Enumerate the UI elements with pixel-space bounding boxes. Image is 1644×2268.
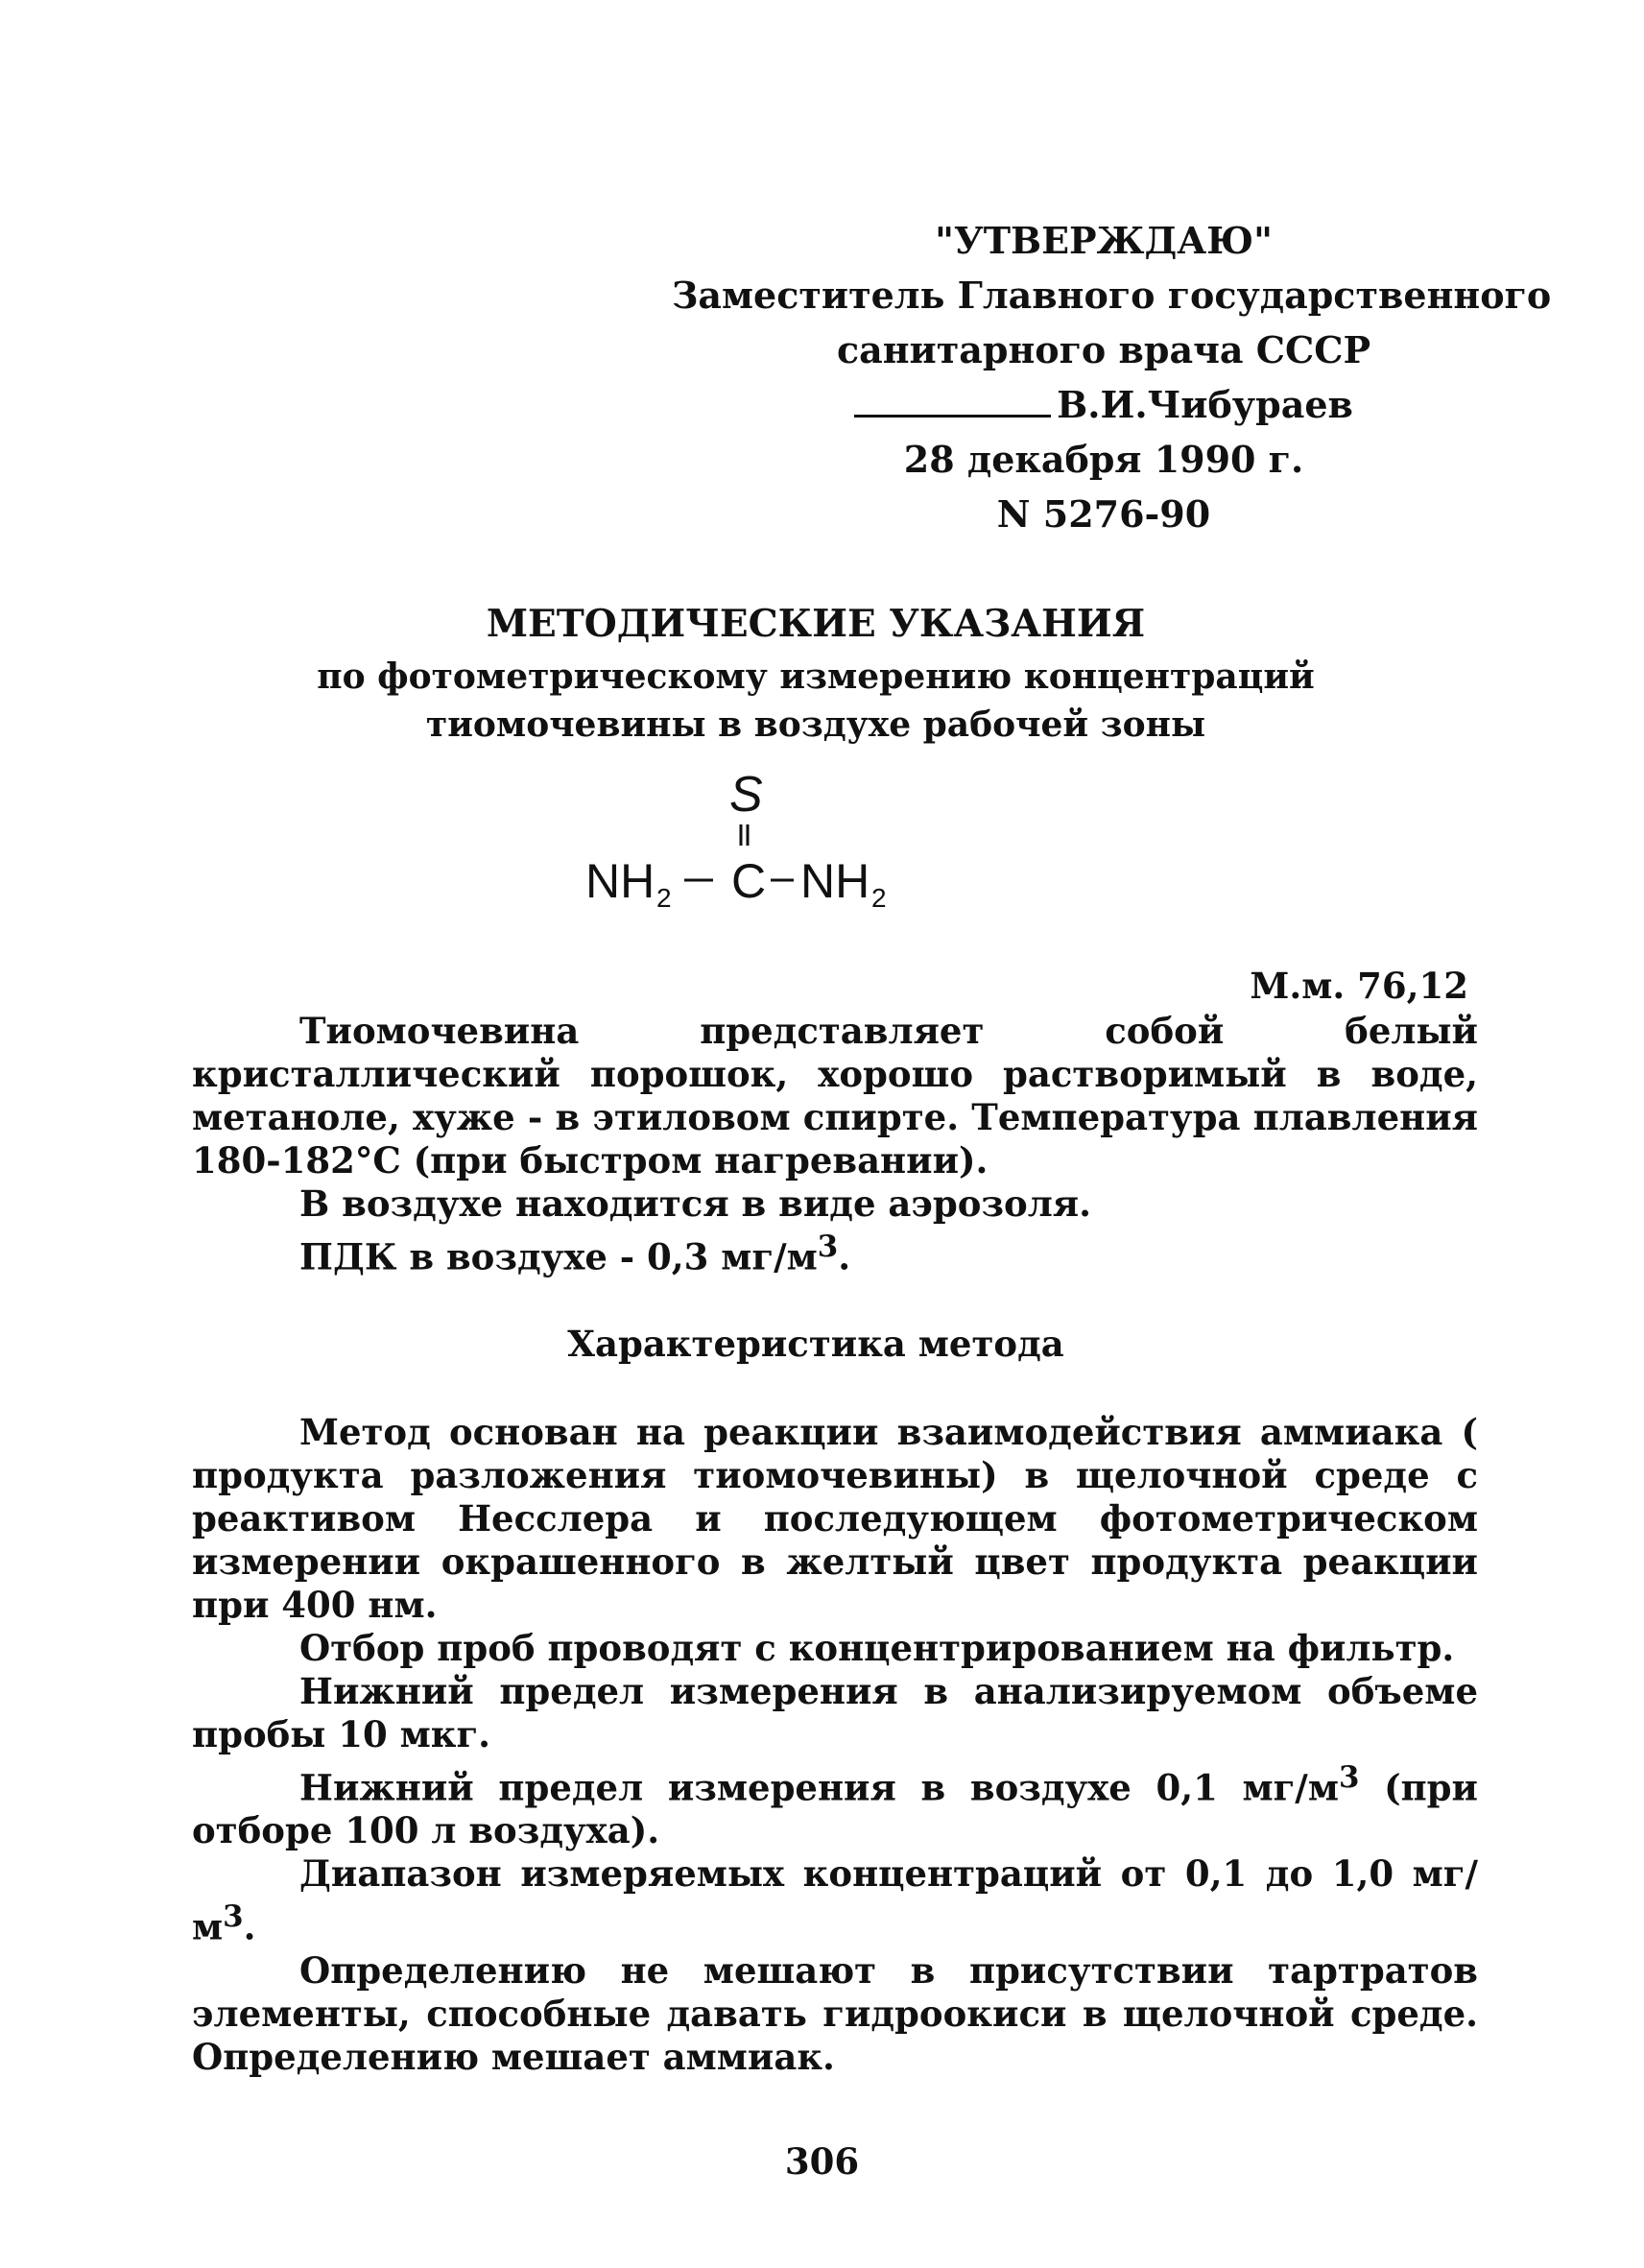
p4-superscript: 3 <box>1338 1760 1360 1795</box>
formula-left-sub: 2 <box>656 883 672 913</box>
formula-svg <box>576 763 921 917</box>
formula-right-sub: 2 <box>871 883 887 913</box>
p5-end: . <box>243 1905 256 1948</box>
description-mac <box>192 1226 1478 1278</box>
title-main: МЕТОДИЧЕСКИЕ УКАЗАНИЯ <box>486 602 1146 646</box>
approval-signature-row <box>672 377 1536 432</box>
p4-end: (при отборе 100 л воздуха). <box>192 1766 1478 1852</box>
structural-formula <box>576 763 921 917</box>
formula-carbon: C <box>731 854 767 908</box>
method-paragraph-3: Нижний предел измерения в анализируемом объеме пробы 10 мкг. <box>192 1670 1478 1755</box>
mac-end: . <box>838 1235 851 1278</box>
document-title <box>192 595 1440 749</box>
title-line3: тиомочевины в воздухе рабочей зоны <box>425 704 1206 745</box>
signature-line <box>854 386 1051 418</box>
approval-date: 28 декабря 1990 г. <box>903 438 1304 481</box>
formula-sulfur: S <box>729 767 763 823</box>
page-number: 306 <box>784 2140 860 2183</box>
p4-text: Нижний предел измерения в воздухе 0,1 мг/м <box>299 1766 1339 1809</box>
approval-position-line2: санитарного врача СССР <box>836 328 1371 371</box>
approval-number: N 5276-90 <box>996 492 1211 536</box>
method-paragraph-4 <box>192 1756 1478 1852</box>
method-paragraph-5 <box>192 1852 1478 1948</box>
title-line2: по фотометрическому измерению концентраций <box>317 657 1315 697</box>
method-paragraph-2: Отбор проб проводят с концентрированием на фильтр. <box>299 1627 1455 1669</box>
method-paragraph-6: Определению не мешают в присутствии тартратов элементы, способные давать гидроокиси в щелочной среде. Определению мешает аммиак. <box>192 1948 1478 2078</box>
approval-position-line1: Заместитель Главного государственного <box>672 274 1552 317</box>
mac-superscript: 3 <box>817 1229 839 1264</box>
description-aerosol: В воздухе находится в виде аэрозоля. <box>299 1182 1092 1225</box>
method-block <box>192 1411 1478 2079</box>
formula-right-group: NH <box>800 854 870 908</box>
method-paragraph-1: Метод основан на реакции взаимодействия аммиака ( продукта разложения тиомочевины) в щелочной среде с реактивом Несслера и последующем фотометрическом измерении окрашенного в желтый цвет продукта реакции при 400 нм. <box>192 1411 1478 1626</box>
description-block <box>192 1010 1478 1278</box>
approval-block <box>672 213 1552 541</box>
molecular-weight: М.м. 76,12 <box>1250 965 1468 1007</box>
p5-text: Диапазон измеряемых концентраций от 0,1 до 1,0 мг/м <box>192 1852 1478 1948</box>
p5-superscript: 3 <box>223 1899 244 1935</box>
approval-stamp: "УТВЕРЖДАЮ" <box>935 219 1273 262</box>
formula-left-group: NH <box>585 854 655 908</box>
approval-name: В.И.Чибураев <box>1057 383 1353 426</box>
description-paragraph: Тиомочевина представляет собой белый кристаллический порошок, хорошо растворимый в воде, метаноле, хуже - в этиловом спирте. Температура плавления 180-182°С (при быстром нагревании). <box>192 1010 1478 1182</box>
section-heading: Характеристика метода <box>567 1323 1064 1365</box>
mac-text: ПДК в воздухе - 0,3 мг/м <box>299 1235 818 1278</box>
